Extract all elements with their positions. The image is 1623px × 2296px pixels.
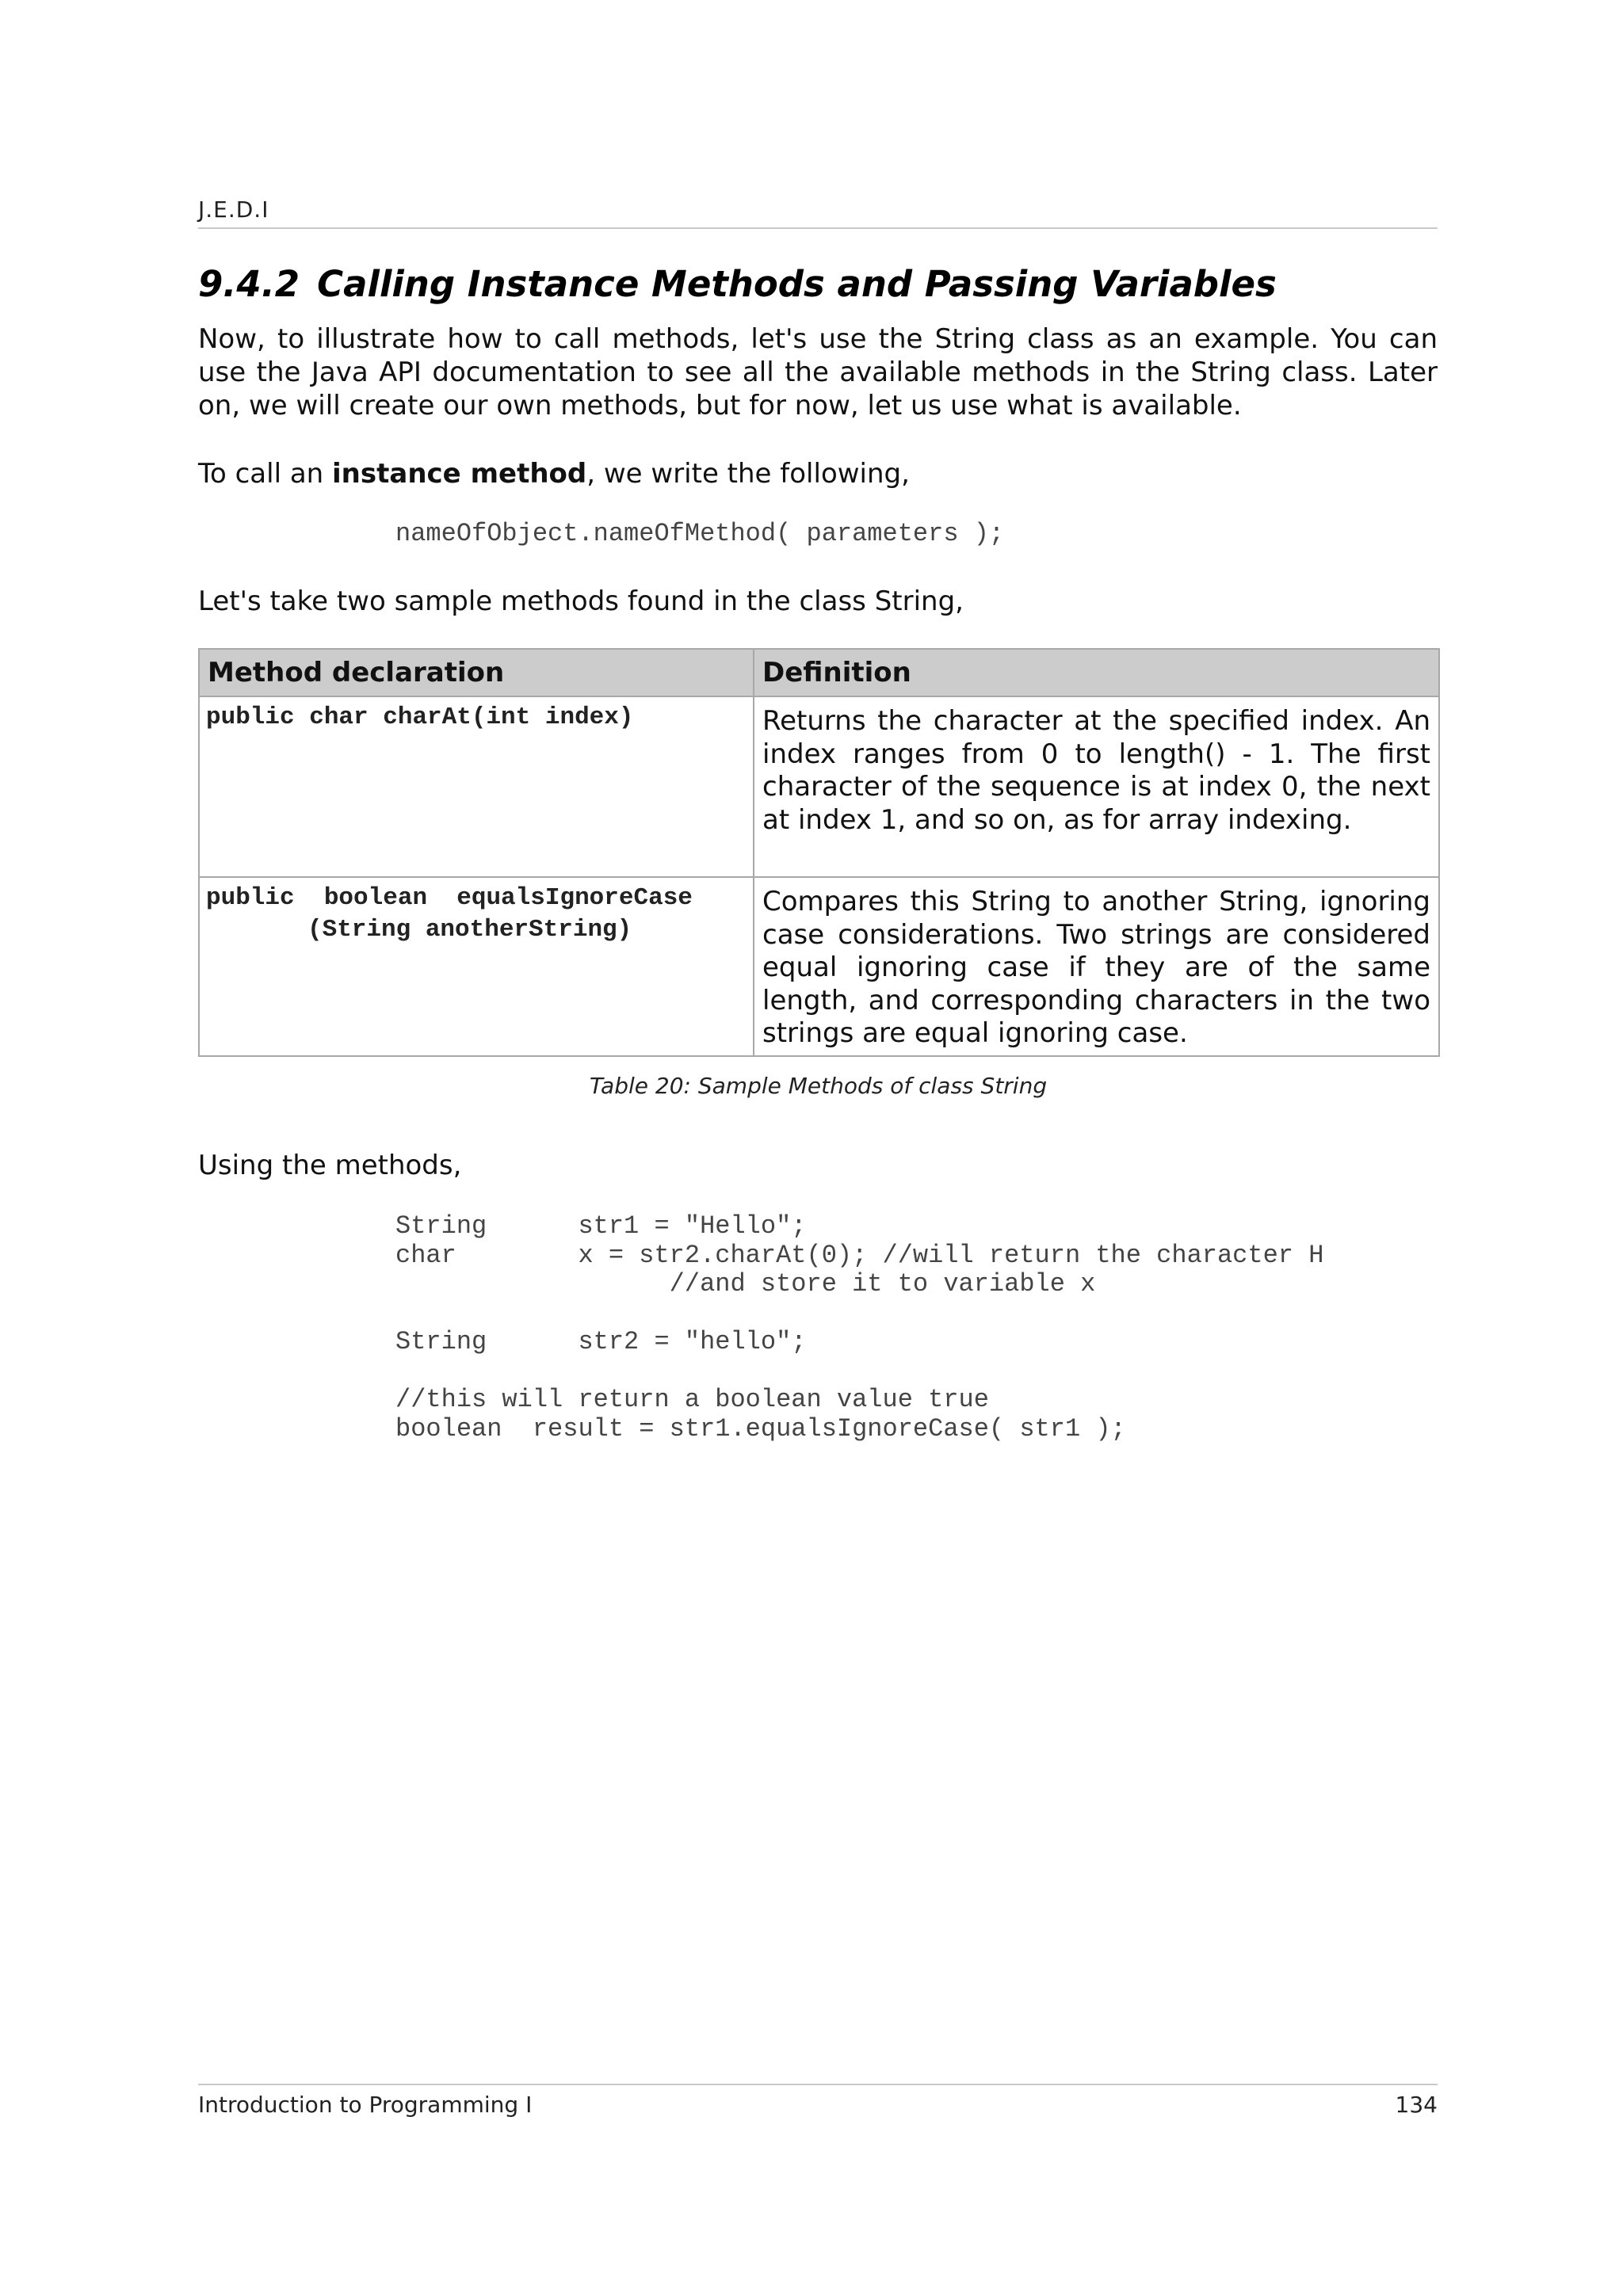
table-row: [199, 696, 1439, 877]
syntax-code: nameOfObject.nameOfMethod( parameters );: [395, 519, 1005, 548]
intro-paragraph: Now, to illustrate how to call methods, let's use the String class as an example. You can use the Java API documentation to see all the available methods in the String class. Later on, we will create our own methods, but for now, let us use what is available.: [198, 323, 1438, 421]
call-paragraph: [198, 457, 1438, 490]
method-declaration-cell: [199, 877, 754, 1056]
call-paragraph-text: To call an: [198, 458, 333, 490]
method-definition-cell: Returns the character at the specified index. An index ranges from 0 to length() - 1. The first character of the sequence is at index 0, the next at index 1, and so on, as for array indexing.: [754, 696, 1439, 877]
footer-book-title: Introduction to Programming I: [198, 2092, 533, 2118]
method-declaration-line: public char charAt(int index): [206, 704, 634, 731]
method-definition-cell: Compares this String to another String, ignoring case considerations. Two strings are considered equal ignoring case if they are of the same length, and corresponding characters in the two strings are equal ignoring case.: [754, 877, 1439, 1056]
section-title: Calling Instance Methods and Passing Variables: [317, 263, 1277, 305]
running-header-title: J.E.D.I: [198, 196, 269, 223]
section-number: 9.4.2: [198, 263, 300, 305]
using-paragraph: Using the methods,: [198, 1150, 462, 1181]
methods-table: [198, 648, 1440, 1057]
section-heading: [198, 263, 1277, 305]
header-definition: Definition: [754, 649, 1439, 696]
footer-page-number: 134: [1395, 2092, 1438, 2118]
running-footer: [198, 2084, 1438, 2118]
header-method-declaration: Method declaration: [199, 649, 754, 696]
table-caption: Table 20: Sample Methods of class String: [589, 1073, 1048, 1099]
example-code: String str1 = "Hello"; char x = str2.charAt(0); //will return the character H //and store it to variable x String str2 = "hello"; //this will return a boolean value true boolean result = str1.equalsIgnoreCase( str1 );: [395, 1211, 1324, 1444]
sample-intro-paragraph: Let's take two sample methods found in the class String,: [198, 585, 964, 617]
call-paragraph-text-end: , we write the following,: [586, 458, 910, 490]
call-paragraph-bold: instance method: [332, 458, 587, 490]
table-header-row: [199, 649, 1439, 696]
table-row: [199, 877, 1439, 1056]
method-declaration-line: public boolean equalsIgnoreCase: [206, 884, 693, 912]
method-declaration-cell: [199, 696, 754, 877]
method-declaration-line-2: (String anotherString): [307, 916, 632, 944]
running-header: [198, 196, 1438, 229]
